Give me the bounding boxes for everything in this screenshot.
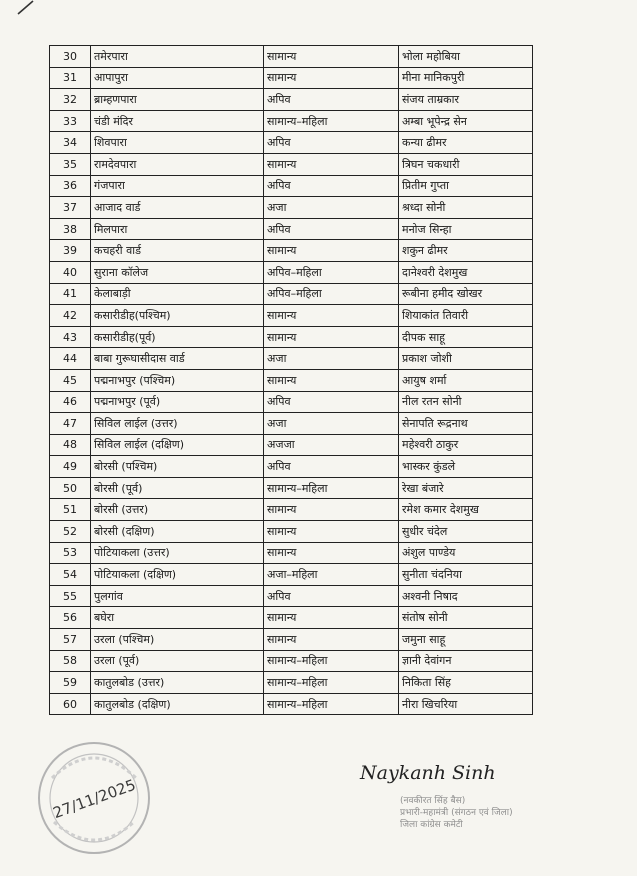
reservation-category: सामान्य <box>264 46 399 68</box>
reservation-category: सामान्य <box>264 629 399 651</box>
ward-number: 54 <box>50 564 91 586</box>
ward-number: 41 <box>50 283 91 305</box>
ward-number: 57 <box>50 629 91 651</box>
ward-number: 32 <box>50 89 91 111</box>
ward-name: बोरसी (उत्तर) <box>91 499 264 521</box>
table-row <box>50 153 533 175</box>
table-row <box>50 693 533 715</box>
table-row <box>50 585 533 607</box>
ward-number: 46 <box>50 391 91 413</box>
signatory-organisation: जिला कांग्रेस कमेटी <box>400 820 463 830</box>
reservation-category: सामान्य–महिला <box>264 650 399 672</box>
ward-name: कसारीडीह(पश्चिम) <box>91 305 264 327</box>
reservation-category: अजजा <box>264 434 399 456</box>
table-row <box>50 175 533 197</box>
reservation-category: अपिव–महिला <box>264 283 399 305</box>
ward-number: 60 <box>50 693 91 715</box>
ward-number: 44 <box>50 348 91 370</box>
ward-name: शिवपारा <box>91 132 264 154</box>
table-row <box>50 240 533 262</box>
ward-name: तमेरपारा <box>91 46 264 68</box>
reservation-category: सामान्य <box>264 607 399 629</box>
representative-name: सुधीर चंदेल <box>399 521 533 543</box>
ward-number: 53 <box>50 542 91 564</box>
ward-number: 59 <box>50 672 91 694</box>
table-row <box>50 477 533 499</box>
table-row <box>50 564 533 586</box>
representative-name: संजय ताम्रकार <box>399 89 533 111</box>
representative-name: मीना मानिकपुरी <box>399 67 533 89</box>
representative-name: रूबीना हमीद खोखर <box>399 283 533 305</box>
signature-handwriting: Naykanh Sinh <box>360 762 496 784</box>
table-row <box>50 110 533 132</box>
table-row <box>50 434 533 456</box>
ward-number: 30 <box>50 46 91 68</box>
ward-name: पद्मनाभपुर (पूर्व) <box>91 391 264 413</box>
reservation-category: सामान्य <box>264 369 399 391</box>
representative-name: सुनीता चंदनिया <box>399 564 533 586</box>
ward-number: 42 <box>50 305 91 327</box>
ward-name: गंजपारा <box>91 175 264 197</box>
reservation-category: सामान्य–महिला <box>264 672 399 694</box>
reservation-category: अपिव <box>264 585 399 607</box>
representative-name: आयुष शर्मा <box>399 369 533 391</box>
representative-name: भोला महोबिया <box>399 46 533 68</box>
ward-name: कचहरी वार्ड <box>91 240 264 262</box>
ward-name: बोरसी (दक्षिण) <box>91 521 264 543</box>
table-row <box>50 261 533 283</box>
ward-name: पद्मनाभपुर (पश्चिम) <box>91 369 264 391</box>
table-row <box>50 542 533 564</box>
ward-name: केलाबाड़ी <box>91 283 264 305</box>
representative-name: अश्वनी निषाद <box>399 585 533 607</box>
scan-corner-mark <box>0 0 40 30</box>
reservation-category: अपिव <box>264 391 399 413</box>
representative-name: संतोष सोनी <box>399 607 533 629</box>
ward-number: 50 <box>50 477 91 499</box>
representative-name: भास्कर कुंडले <box>399 456 533 478</box>
representative-name: ज्ञानी देवांगन <box>399 650 533 672</box>
signatory-name: (नवकीरत सिंह बैस) <box>400 796 466 806</box>
reservation-category: सामान्य–महिला <box>264 693 399 715</box>
ward-name: बाबा गुरूघासीदास वार्ड <box>91 348 264 370</box>
ward-name: आपापुरा <box>91 67 264 89</box>
reservation-category: अपिव <box>264 89 399 111</box>
ward-name: बोरसी (पश्चिम) <box>91 456 264 478</box>
reservation-category: सामान्य <box>264 67 399 89</box>
ward-number: 39 <box>50 240 91 262</box>
representative-name: त्रिघन चकधारी <box>399 153 533 175</box>
reservation-category: अजा <box>264 413 399 435</box>
ward-number: 38 <box>50 218 91 240</box>
ward-number: 36 <box>50 175 91 197</box>
representative-name: जमुना साहू <box>399 629 533 651</box>
reservation-category: अपिव–महिला <box>264 261 399 283</box>
reservation-category: सामान्य <box>264 542 399 564</box>
table-row <box>50 413 533 435</box>
table-row <box>50 629 533 651</box>
reservation-category: अजा–महिला <box>264 564 399 586</box>
table-row <box>50 132 533 154</box>
reservation-category: सामान्य <box>264 521 399 543</box>
ward-name: ब्राम्हणपारा <box>91 89 264 111</box>
ward-number: 37 <box>50 197 91 219</box>
table-row <box>50 499 533 521</box>
table-row <box>50 305 533 327</box>
table-row <box>50 369 533 391</box>
representative-name: प्रकाश जोशी <box>399 348 533 370</box>
representative-name: रेखा बंजारे <box>399 477 533 499</box>
representative-name: अम्बा भूपेन्द्र सेन <box>399 110 533 132</box>
ward-number: 48 <box>50 434 91 456</box>
table-row <box>50 456 533 478</box>
table-row <box>50 521 533 543</box>
table-row <box>50 391 533 413</box>
ward-name: कसारीडीह(पूर्व) <box>91 326 264 348</box>
ward-number: 47 <box>50 413 91 435</box>
table-row <box>50 218 533 240</box>
representative-name: अंशुल पाण्डेय <box>399 542 533 564</box>
ward-number: 51 <box>50 499 91 521</box>
representative-name: शियाकांत तिवारी <box>399 305 533 327</box>
ward-number: 40 <box>50 261 91 283</box>
ward-rows <box>50 46 533 715</box>
signatory-designation: प्रभारी-महामंत्री (संगठन एवं जिला) <box>400 808 513 818</box>
table-row <box>50 67 533 89</box>
table-row <box>50 46 533 68</box>
ward-number: 35 <box>50 153 91 175</box>
ward-number: 56 <box>50 607 91 629</box>
table-row <box>50 348 533 370</box>
reservation-category: अजा <box>264 348 399 370</box>
ward-number: 49 <box>50 456 91 478</box>
ward-name: आजाद वार्ड <box>91 197 264 219</box>
ward-number: 45 <box>50 369 91 391</box>
ward-number: 55 <box>50 585 91 607</box>
representative-name: श्रध्दा सोनी <box>399 197 533 219</box>
ward-name: मिलपारा <box>91 218 264 240</box>
ward-number: 43 <box>50 326 91 348</box>
reservation-category: अपिव <box>264 218 399 240</box>
ward-number: 52 <box>50 521 91 543</box>
ward-name: चंडी मंदिर <box>91 110 264 132</box>
office-seal-stamp <box>34 738 154 858</box>
ward-name: पोटियाकला (उत्तर) <box>91 542 264 564</box>
ward-number: 33 <box>50 110 91 132</box>
representative-name: निकिता सिंह <box>399 672 533 694</box>
reservation-category: सामान्य–महिला <box>264 477 399 499</box>
representative-name: रमेश कमार देशमुख <box>399 499 533 521</box>
reservation-category: अपिव <box>264 175 399 197</box>
representative-name: दानेश्वरी देशमुख <box>399 261 533 283</box>
reservation-category: अपिव <box>264 132 399 154</box>
handwritten-signature <box>358 752 528 792</box>
signature-block <box>400 795 540 831</box>
table-row <box>50 89 533 111</box>
ward-name: उरला (पश्चिम) <box>91 629 264 651</box>
ward-number: 31 <box>50 67 91 89</box>
representative-name: दीपक साहू <box>399 326 533 348</box>
ward-name: कातुलबोड (उत्तर) <box>91 672 264 694</box>
representative-name: सेनापति रूद्रनाथ <box>399 413 533 435</box>
table-row <box>50 283 533 305</box>
reservation-category: सामान्य <box>264 326 399 348</box>
representative-name: महेश्वरी ठाकुर <box>399 434 533 456</box>
reservation-category: अपिव <box>264 456 399 478</box>
ward-number: 58 <box>50 650 91 672</box>
representative-name: नीरा खिचरिया <box>399 693 533 715</box>
representative-name: प्रितीम गुप्ता <box>399 175 533 197</box>
ward-name: सिविल लाईल (उत्तर) <box>91 413 264 435</box>
table-row <box>50 326 533 348</box>
ward-name: सुराना कॉलेज <box>91 261 264 283</box>
reservation-category: सामान्य <box>264 499 399 521</box>
representative-name: मनोज सिन्हा <box>399 218 533 240</box>
ward-number: 34 <box>50 132 91 154</box>
stamp-date: 27/11/2025 <box>50 775 139 823</box>
reservation-category: सामान्य <box>264 153 399 175</box>
ward-name: रामदेवपारा <box>91 153 264 175</box>
table-row <box>50 607 533 629</box>
ward-name: बघेरा <box>91 607 264 629</box>
reservation-category: सामान्य <box>264 240 399 262</box>
ward-name: सिविल लाईल (दक्षिण) <box>91 434 264 456</box>
table-row <box>50 650 533 672</box>
ward-name: बोरसी (पूर्व) <box>91 477 264 499</box>
reservation-category: सामान्य–महिला <box>264 110 399 132</box>
ward-reservation-table <box>49 45 533 715</box>
ward-name: पुलगांव <box>91 585 264 607</box>
ward-name: पोटियाकला (दक्षिण) <box>91 564 264 586</box>
reservation-category: सामान्य <box>264 305 399 327</box>
ward-name: उरला (पूर्व) <box>91 650 264 672</box>
table-row <box>50 197 533 219</box>
table-row <box>50 672 533 694</box>
reservation-category: अजा <box>264 197 399 219</box>
ward-name: कातुलबोड (दक्षिण) <box>91 693 264 715</box>
representative-name: कन्या ढीमर <box>399 132 533 154</box>
representative-name: नील रतन सोनी <box>399 391 533 413</box>
representative-name: शकुन ढीमर <box>399 240 533 262</box>
